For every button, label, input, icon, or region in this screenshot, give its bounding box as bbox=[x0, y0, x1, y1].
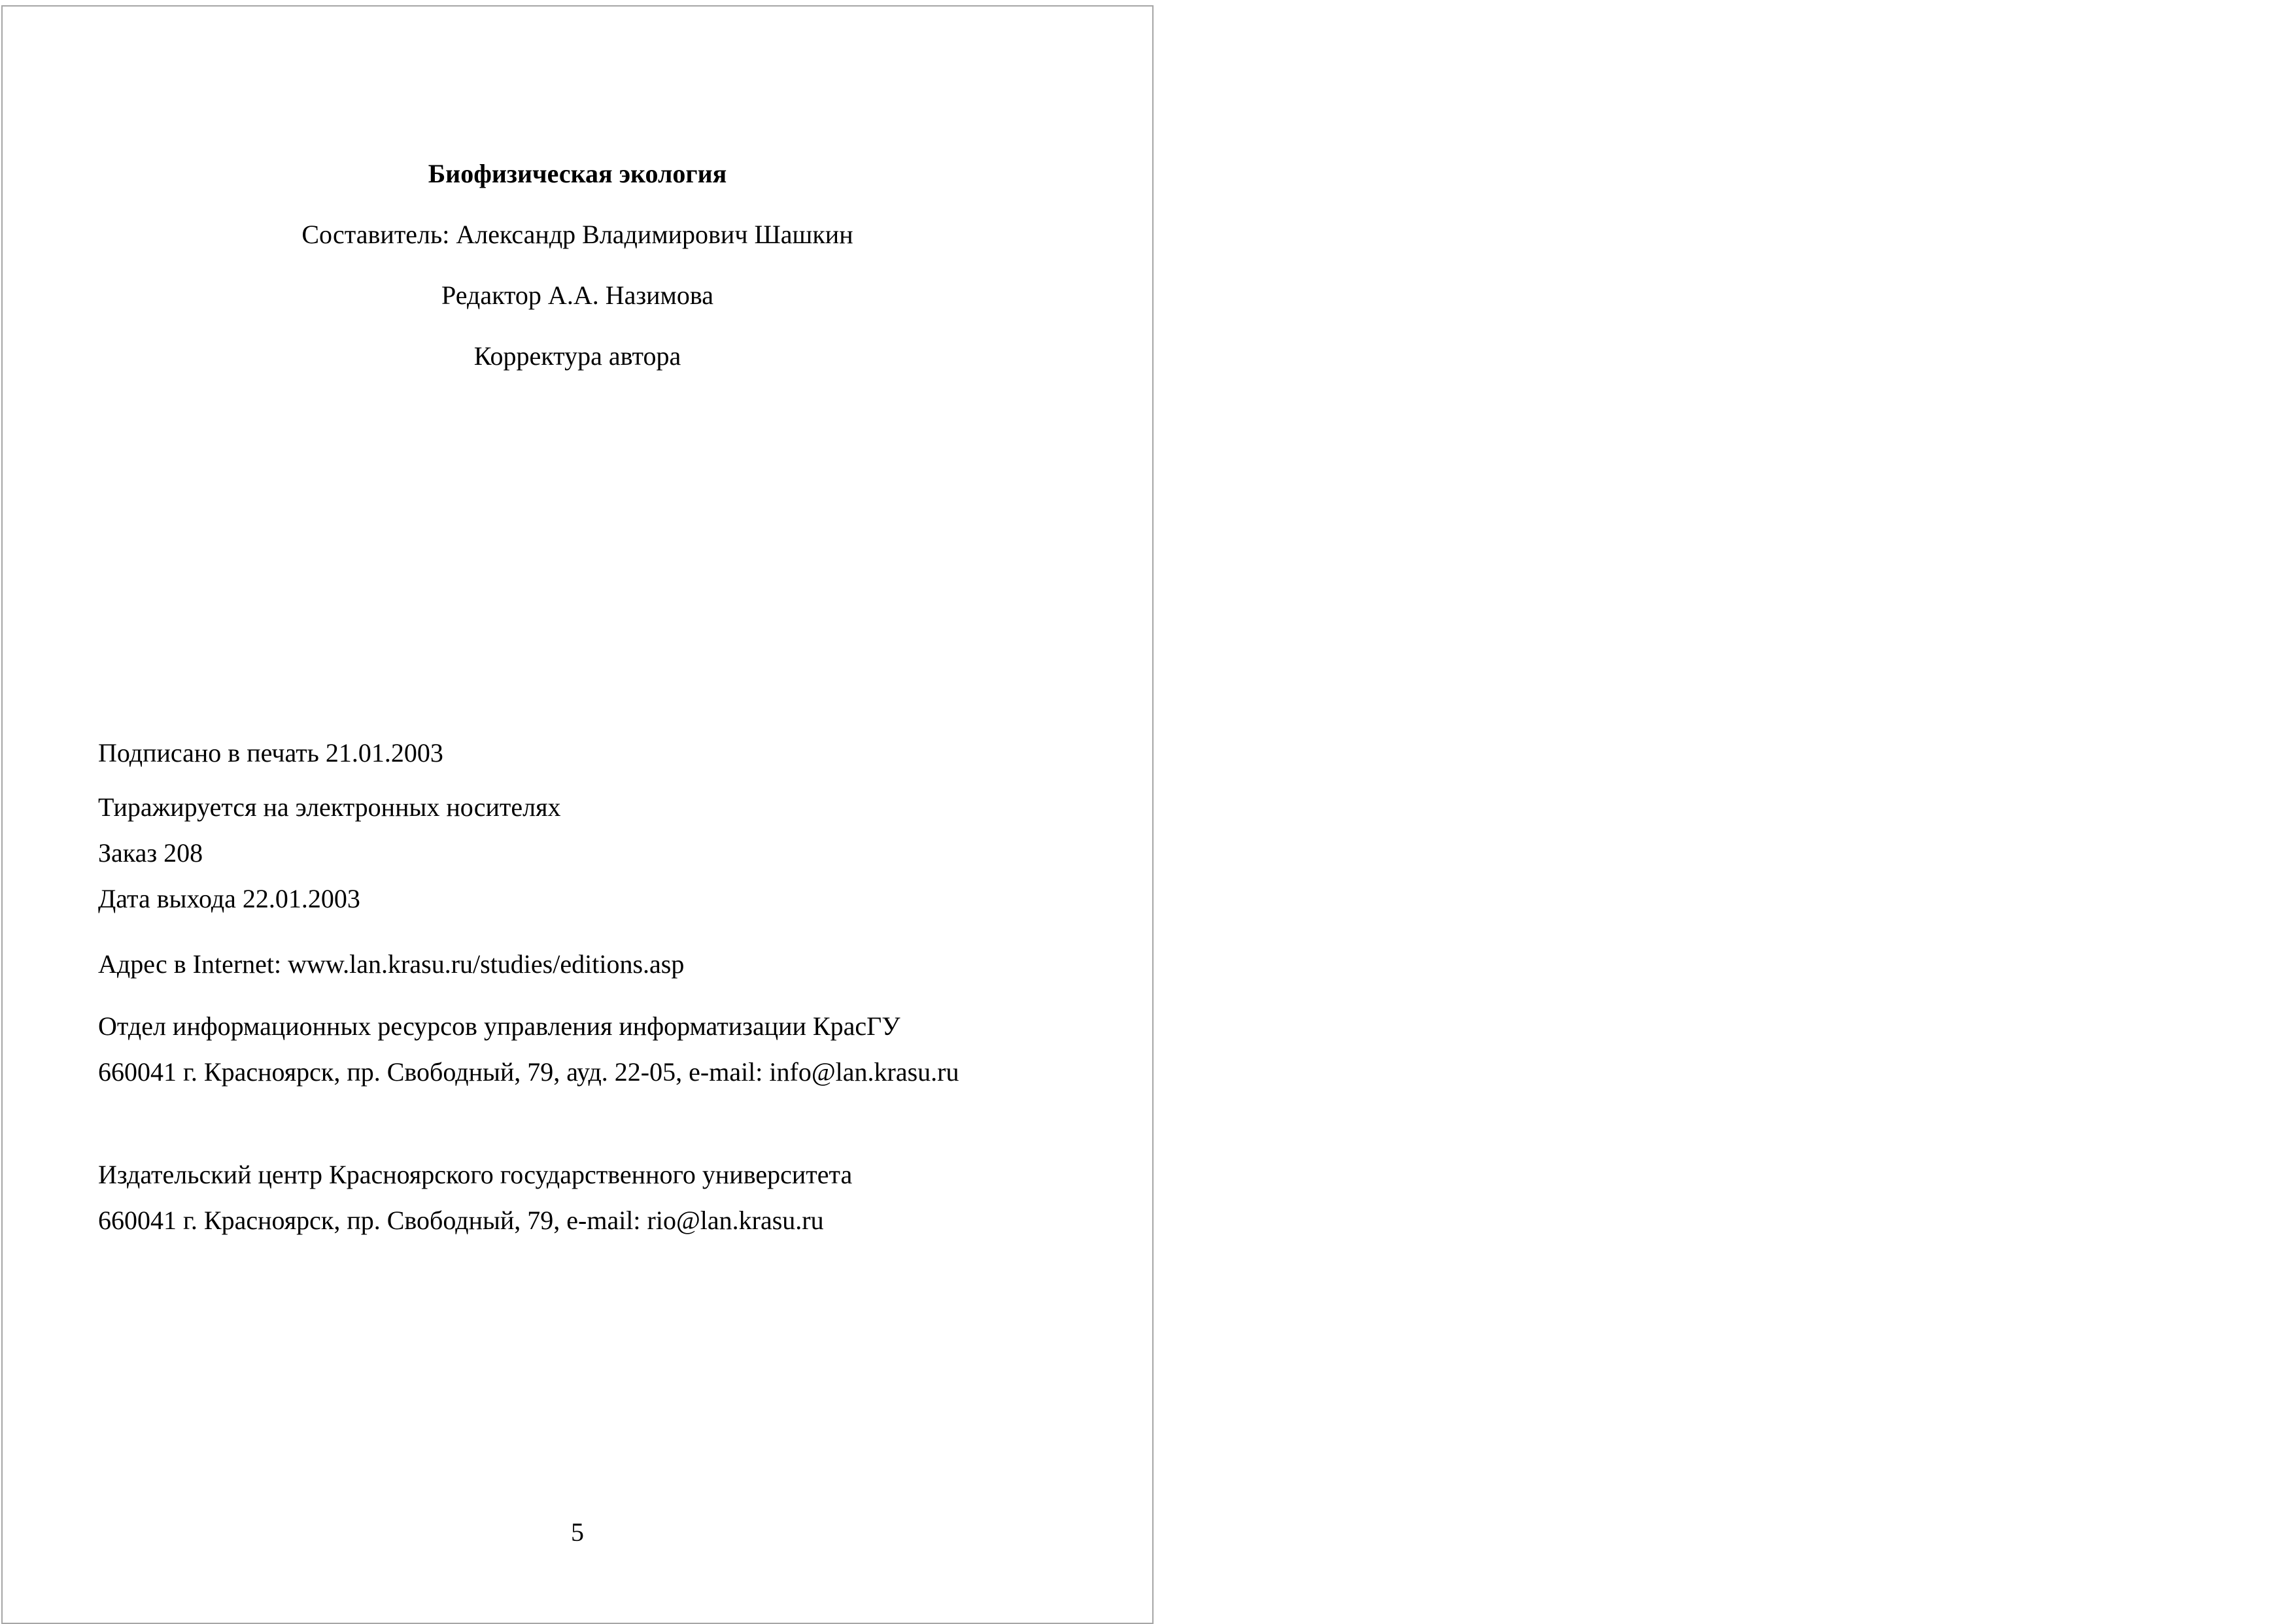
internet-address: Адрес в Internet: www.lan.krasu.ru/studies/editions.asp bbox=[98, 949, 685, 979]
publisher-name: Издательский центр Красноярского государственного университета bbox=[98, 1160, 853, 1189]
page-number: 5 bbox=[571, 1517, 584, 1547]
document-page bbox=[1, 5, 1154, 1624]
distribution-line: Тиражируется на электронных носителях bbox=[98, 792, 561, 822]
compiler-line: Составитель: Александр Владимирович Шашкин bbox=[301, 220, 853, 249]
release-date: Дата выхода 22.01.2003 bbox=[98, 884, 360, 913]
order-number: Заказ 208 bbox=[98, 838, 203, 868]
publisher-address: 660041 г. Красноярск, пр. Свободный, 79, e-mail: rio@lan.krasu.ru bbox=[98, 1206, 824, 1235]
proofreading-line: Корректура автора bbox=[473, 341, 681, 371]
department-address: 660041 г. Красноярск, пр. Свободный, 79, ауд. 22-05, e-mail: info@lan.krasu.ru bbox=[98, 1057, 959, 1087]
signed-date: Подписано в печать 21.01.2003 bbox=[98, 738, 443, 768]
department-name: Отдел информационных ресурсов управления информатизации КрасГУ bbox=[98, 1011, 900, 1041]
document-title: Биофизическая экология bbox=[428, 159, 727, 188]
editor-line: Редактор А.А. Назимова bbox=[441, 280, 713, 310]
